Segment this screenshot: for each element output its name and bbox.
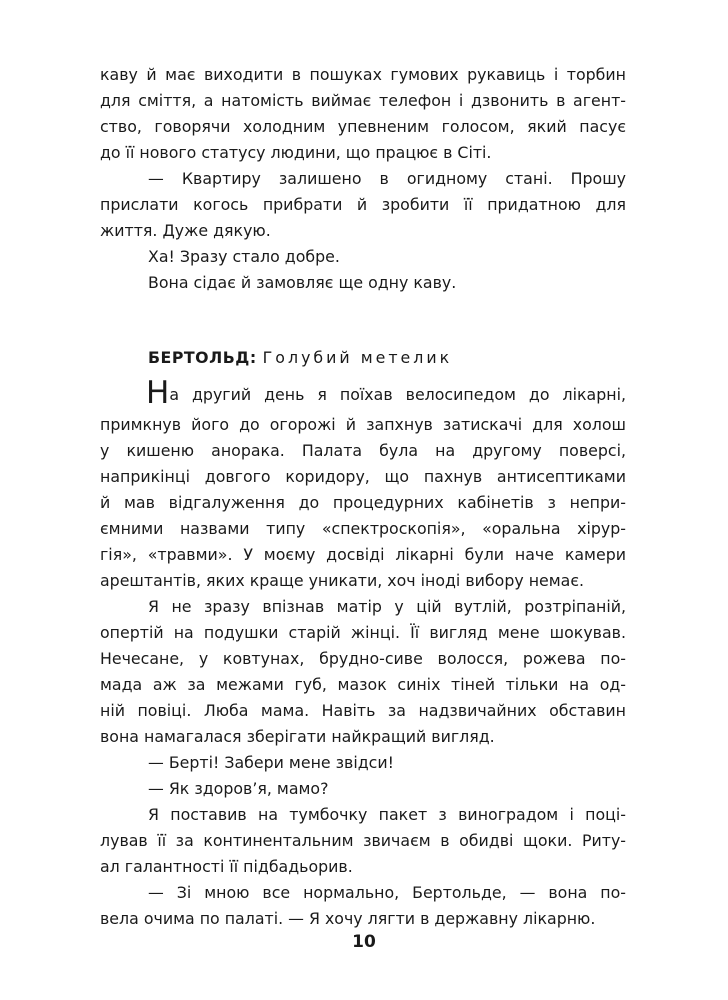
text-line: — Зі мною все нормально, Бертольде, — вона по- (148, 883, 626, 902)
text-line: й мав відгалуження до процедурних кабінетів з непри- (100, 493, 626, 512)
page-body (100, 62, 626, 932)
text-line: примкнув його до огорожі й запхнув затискачі для холош (100, 415, 626, 434)
section-gap (100, 296, 626, 340)
paragraph-dialogue (100, 166, 626, 244)
drop-cap: Н (146, 375, 170, 411)
text-line: Нечесане, у ковтунах, брудно-сиве волосся, рожева по- (100, 649, 626, 668)
text-line: вона намагалася зберігати найкращий вигляд. (100, 727, 495, 746)
chapter-narrator: БЕРТОЛЬД: (148, 348, 257, 367)
text-line: ство, говорячи холодним упевненим голосом, який пасує (100, 117, 626, 136)
text-line: до її нового статусу людини, що працює в Сіті. (100, 143, 492, 162)
paragraph-dialogue (100, 880, 626, 932)
text-line: життя. Дуже дякую. (100, 221, 271, 240)
text-line: прислати когось прибрати й зробити її придатною для (100, 195, 626, 214)
text-line: лував її за континентальним звичаєм в обидві щоки. Риту- (100, 831, 626, 850)
paragraph (100, 802, 626, 880)
text-line: арештантів, яких краще уникати, хоч іноді вибору немає. (100, 571, 585, 590)
text-line: для сміття, а натомість виймає телефон і дзвонить в агент- (100, 91, 626, 110)
chapter-title: Голубий метелик (262, 348, 453, 367)
dialogue-line: — Берті! Забери мене звідси! (148, 753, 394, 772)
text-line: гія», «травми». У моєму досвіді лікарні були наче камери (100, 545, 626, 564)
first-line-text: а другий день я поїхав велосипедом до лікарні, (169, 385, 626, 404)
text-line: у кишеню анорака. Палата була на другому поверсі, (100, 441, 626, 460)
text-line-first (100, 375, 626, 412)
text-line: ємними назвами типу «спектроскопія», «оральна хірур- (100, 519, 626, 538)
paragraph-continued (100, 62, 626, 166)
text-line: — Квартиру залишено в огидному стані. Прошу (148, 169, 626, 188)
text-line: ал галантності її підбадьорив. (100, 857, 353, 876)
paragraph-opening (100, 375, 626, 594)
paragraph (100, 594, 626, 750)
text-line: кaву й має виходити в пошуках гумових рукавиць і торбин (100, 65, 626, 84)
text-line: опертій на подушки старій жінці. Її вигляд мене шокував. (100, 623, 626, 642)
text-line: вела очима по палаті. — Я хочу лягти в державну лікарню. (100, 909, 596, 928)
text-line: ній повіці. Люба мама. Навіть за надзвичайних обставин (100, 701, 626, 720)
dialogue-line: — Як здоров’я, мамо? (148, 779, 329, 798)
paragraph: Ха! Зразу стало добре. (148, 247, 340, 266)
text-line: мада аж за межами губ, мазок синіх тіней тільки на од- (100, 675, 626, 694)
paragraph: Вона сідає й замовляє ще одну каву. (148, 273, 457, 292)
text-line: наприкінці довгого коридору, що пахнув антисептиками (100, 467, 626, 486)
chapter-heading (100, 340, 626, 376)
text-line: Я поставив на тумбочку пакет з виноградом і поці- (148, 805, 626, 824)
page-number: 10 (352, 932, 376, 952)
text-line: Я не зразу впізнав матір у цій вутлій, розтріпаній, (148, 597, 626, 616)
